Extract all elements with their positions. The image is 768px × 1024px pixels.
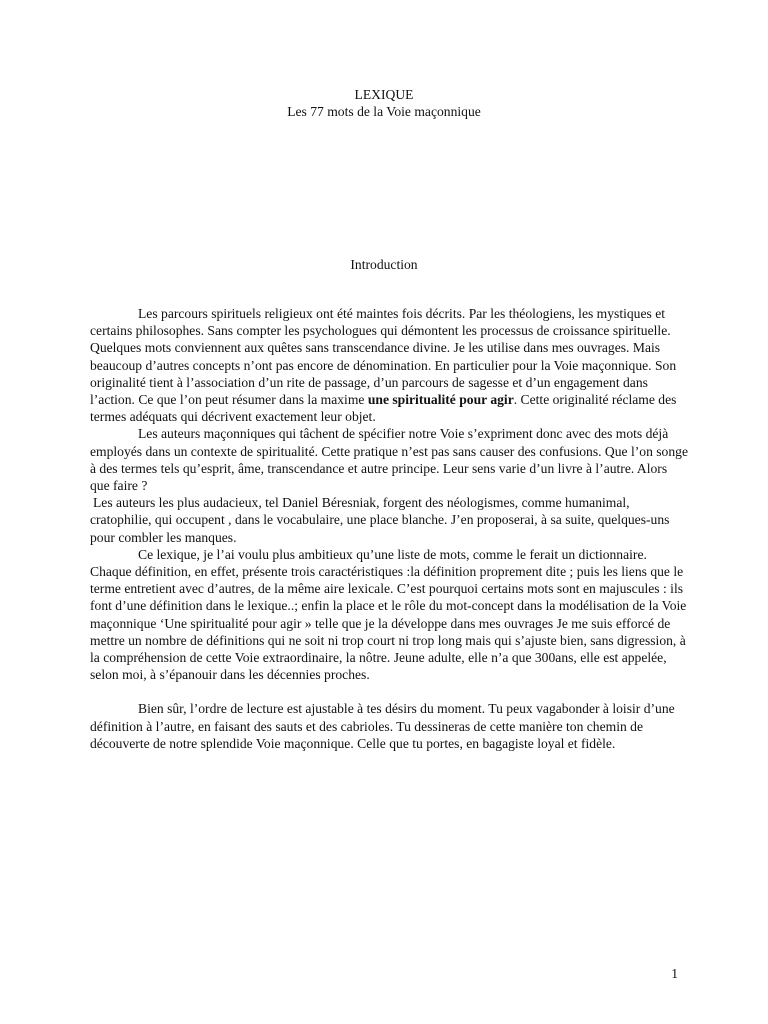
- section-heading: Introduction: [350, 257, 418, 272]
- paragraph-3: Les auteurs les plus audacieux, tel Daniel Béresniak, forgent des néologismes, comme humanimal, cratophilie, qui occupent , dans le vocabulaire, une place blanche. J’en proposerai, à sa suite, quelques-uns pour combler les manques.: [90, 495, 670, 545]
- document-title: LEXIQUE: [354, 87, 414, 102]
- paragraph-5: Bien sûr, l’ordre de lecture est ajustable à tes désirs du moment. Tu peux vagabonder à loisir d’une définition à l’autre, en faisant des sauts et des cabrioles. Tu dessineras de cette manière ton chemin de découverte de notre splendide Voie maçonnique. Celle que tu portes, en bagagiste loyal et fidèle.: [90, 701, 675, 751]
- paragraph-1: [90, 305, 688, 425]
- paragraph-2: Les auteurs maçonniques qui tâchent de spécifier notre Voie s’expriment donc avec des mots déjà employés dans un contexte de spiritualité. Cette pratique n’est pas sans causer des confusions. Que l’on songe à des termes tels qu’esprit, âme, transcendance et autre principe. Leur sens varie d’un livre à l’autre. Alors que faire ?: [90, 426, 688, 494]
- title-block: [0, 86, 768, 120]
- body-text: [90, 305, 688, 752]
- paragraph-4: Ce lexique, je l’ai voulu plus ambitieux qu’une liste de mots, comme le ferait un dictionnaire. Chaque définition, en effet, présente trois caractéristiques :la définition proprement dite ; puis les liens que le terme entretient avec d’autres, de la même aire lexicale. C’est pourquoi certains mots sont en majuscules : ils font d’une définition dans le lexique..; enfin la place et le rôle du mot-concept dans la modélisation de la Voie maçonnique ‘Une spiritualité pour agir » telle que je la développe dans mes ouvrages Je me suis efforcé de mettre un nombre de définitions qui ne soit ni trop court ni trop long mais qui s’ajuste bien, sans digression, à la compréhension de cette Voie extraordinaire, la nôtre. Jeune adulte, elle n’a que 300ans, elle est appelée, selon moi, à s’épanouir dans les décennies proches.: [90, 546, 687, 683]
- page-number: 1: [671, 966, 678, 981]
- paragraph-1-text-end: . Cette originalité réclame des termes adéquats qui décrivent exactement leur objet.: [90, 392, 677, 425]
- emphasized-maxim: une spiritualité pour agir: [367, 392, 514, 408]
- document-subtitle: Les 77 mots de la Voie maçonnique: [287, 104, 481, 119]
- paragraph-1-text-start: Les parcours spirituels religieux ont été maintes fois décrits. Par les théologiens, les mystiques et certains philosophes. Sans compter les psychologues qui démontent les processus de croissance spirituelle. Quelques mots conviennent aux quêtes sans transcendance divine. Je les utilise dans mes ouvrages. Mais beaucoup d’autres concepts n’ont pas encore de dénomination. En particulier pour la Voie maçonnique. Son originalité tient à l’association d’un rite de passage, d’un parcours de sagesse et d’un engagement dans l’action. Ce que l’on peut résumer dans la maxime: [90, 306, 677, 408]
